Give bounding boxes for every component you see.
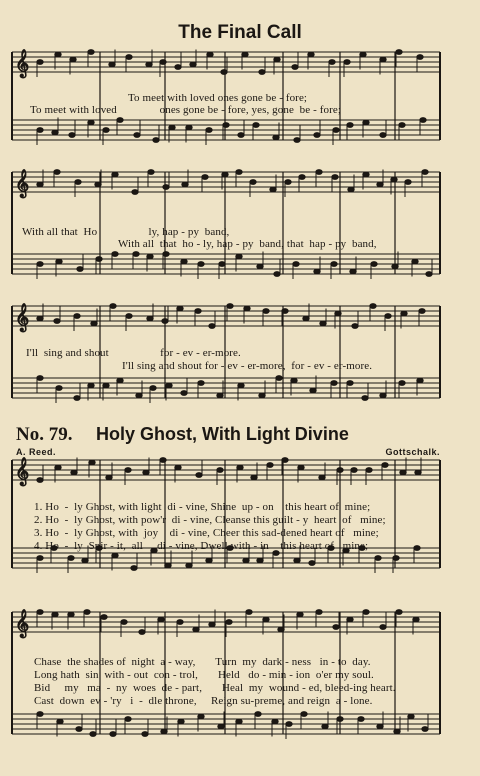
note-head	[206, 558, 212, 563]
note-head	[348, 187, 354, 192]
note-head	[217, 393, 223, 398]
note-head	[382, 463, 388, 468]
note-head	[257, 558, 263, 563]
note-head	[314, 269, 320, 274]
note-head	[242, 52, 248, 57]
note-head	[226, 620, 232, 625]
note-head	[426, 272, 432, 277]
note-head	[391, 177, 397, 182]
note-head	[37, 262, 43, 267]
verse-line: Long hath sin with - out con - trol, Held do - min - ion o'er my soul.	[34, 669, 374, 681]
note-head	[68, 556, 74, 561]
note-head	[125, 717, 131, 722]
note-head	[143, 470, 149, 475]
note-head	[90, 732, 96, 737]
verse-line: 2. Ho - ly Ghost, with pow'r di - vine, Cleanse this guilt - y heart of mine;	[34, 514, 386, 526]
note-head	[160, 458, 166, 463]
note-head	[417, 55, 423, 60]
note-head	[54, 170, 60, 175]
note-head	[52, 612, 58, 617]
lyric-line: With all that ho - ly, hap - py band, that hap - py band,	[118, 238, 377, 250]
treble-clef: 𝄞	[15, 609, 30, 637]
note-head	[297, 612, 303, 617]
verse-line: 3. Ho - ly Ghost, with joy di - vine, Cheer this sad-dened heart of mine;	[34, 527, 379, 539]
note-head	[55, 52, 61, 57]
note-head	[401, 311, 407, 316]
note-head	[259, 70, 265, 75]
note-head	[54, 319, 60, 324]
note-head	[110, 732, 116, 737]
note-head	[396, 50, 402, 55]
note-head	[331, 262, 337, 267]
note-head	[263, 617, 269, 622]
note-head	[133, 252, 139, 257]
note-head	[285, 180, 291, 185]
note-head	[237, 465, 243, 470]
note-head	[375, 556, 381, 561]
lyric-line: With all that Ho ly, hap - py band,	[22, 226, 230, 238]
note-head	[112, 172, 118, 177]
note-head	[282, 309, 288, 314]
verse-line: Cast down ev - 'ry i - dle throne, Reign su-preme, and reign a - lone.	[34, 695, 373, 707]
note-head	[74, 314, 80, 319]
note-head	[110, 304, 116, 309]
note-head	[332, 175, 338, 180]
note-head	[274, 272, 280, 277]
note-head	[195, 309, 201, 314]
note-head	[316, 610, 322, 615]
note-head	[96, 257, 102, 262]
note-head	[394, 729, 400, 734]
note-head	[273, 135, 279, 140]
note-head	[37, 610, 43, 615]
note-head	[117, 118, 123, 123]
note-head	[209, 622, 215, 627]
note-head	[37, 128, 43, 133]
note-head	[251, 475, 257, 480]
note-head	[126, 55, 132, 60]
note-head	[37, 376, 43, 381]
note-head	[186, 563, 192, 568]
note-head	[177, 620, 183, 625]
note-head	[400, 470, 406, 475]
note-head	[161, 729, 167, 734]
note-head	[301, 712, 307, 717]
note-head	[259, 393, 265, 398]
note-head	[227, 304, 233, 309]
note-head	[293, 262, 299, 267]
note-head	[117, 378, 123, 383]
note-head	[37, 712, 43, 717]
note-head	[181, 259, 187, 264]
note-head	[88, 120, 94, 125]
note-head	[243, 558, 249, 563]
note-head	[309, 561, 315, 566]
note-head	[392, 264, 398, 269]
note-head	[178, 719, 184, 724]
note-head	[68, 612, 74, 617]
note-head	[319, 475, 325, 480]
note-head	[147, 316, 153, 321]
note-head	[91, 321, 97, 326]
note-head	[82, 558, 88, 563]
note-head	[422, 727, 428, 732]
note-head	[255, 712, 261, 717]
note-head	[274, 57, 280, 62]
note-head	[350, 269, 356, 274]
note-head	[294, 138, 300, 143]
note-head	[322, 724, 328, 729]
note-head	[352, 324, 358, 329]
note-head	[291, 378, 297, 383]
note-head	[278, 627, 284, 632]
note-head	[335, 311, 341, 316]
note-head	[393, 556, 399, 561]
note-head	[71, 470, 77, 475]
note-head	[77, 267, 83, 272]
note-head	[257, 264, 263, 269]
note-head	[377, 182, 383, 187]
note-head	[276, 376, 282, 381]
verse-line: 1. Ho - ly Ghost, with light di - vine, Shine up - on this heart of mine;	[34, 501, 371, 513]
lyric-line: To meet with loved ones gone be - fore, yes, gone be - fore;	[30, 104, 341, 116]
note-head	[37, 556, 43, 561]
note-head	[420, 118, 426, 123]
note-head	[417, 378, 423, 383]
lyric-line: I'll sing and shout for - ev - er-more, for - ev - er-more.	[122, 360, 373, 372]
note-head	[52, 130, 58, 135]
note-head	[121, 620, 127, 625]
note-head	[371, 262, 377, 267]
note-head	[363, 610, 369, 615]
note-head	[165, 563, 171, 568]
note-head	[292, 65, 298, 70]
note-head	[222, 172, 228, 177]
note-head	[267, 463, 273, 468]
treble-clef: 𝄞	[15, 303, 30, 331]
note-head	[160, 60, 166, 65]
note-head	[132, 190, 138, 195]
note-head	[310, 388, 316, 393]
note-head	[408, 714, 414, 719]
verse-line: 4. Ho - ly Spir - it, all di - vine, Dwell with - in this heart of mine;	[34, 540, 369, 552]
note-head	[76, 727, 82, 732]
note-head	[106, 475, 112, 480]
note-head	[396, 610, 402, 615]
note-head	[148, 170, 154, 175]
hymn-title-holy-ghost: Holy Ghost, With Light Divine	[96, 424, 349, 444]
note-head	[136, 393, 142, 398]
note-head	[358, 717, 364, 722]
note-head	[253, 123, 259, 128]
note-head	[351, 468, 357, 473]
note-head	[186, 125, 192, 130]
note-head	[75, 180, 81, 185]
note-head	[236, 254, 242, 259]
note-head	[344, 60, 350, 65]
treble-clef: 𝄞	[15, 169, 30, 197]
note-head	[223, 123, 229, 128]
note-head	[263, 309, 269, 314]
note-head	[56, 259, 62, 264]
note-head	[250, 180, 256, 185]
note-head	[282, 458, 288, 463]
hymn-title-final-call: The Final Call	[178, 22, 302, 43]
note-head	[202, 175, 208, 180]
words-credit: A. Reed.	[16, 447, 57, 457]
note-head	[56, 386, 62, 391]
note-head	[238, 133, 244, 138]
note-head	[385, 314, 391, 319]
note-head	[380, 133, 386, 138]
note-head	[363, 172, 369, 177]
note-head	[57, 719, 63, 724]
note-head	[236, 719, 242, 724]
note-head	[69, 133, 75, 138]
note-head	[399, 381, 405, 386]
note-head	[314, 133, 320, 138]
note-head	[134, 133, 140, 138]
note-head	[329, 60, 335, 65]
note-head	[103, 128, 109, 133]
note-head	[112, 252, 118, 257]
note-head	[272, 719, 278, 724]
note-head	[362, 396, 368, 401]
note-head	[70, 57, 76, 62]
hymn-number: No. 79.	[16, 424, 73, 445]
lyric-line: I'll sing and shout for - ev - er-more.	[26, 347, 241, 359]
note-head	[153, 138, 159, 143]
note-head	[363, 120, 369, 125]
note-head	[221, 70, 227, 75]
note-head	[217, 468, 223, 473]
note-head	[414, 546, 420, 551]
note-head	[198, 381, 204, 386]
note-head	[198, 262, 204, 267]
note-head	[139, 630, 145, 635]
note-head	[303, 316, 309, 321]
note-head	[298, 465, 304, 470]
note-head	[377, 724, 383, 729]
note-head	[320, 321, 326, 326]
note-head	[175, 465, 181, 470]
note-head	[142, 732, 148, 737]
note-head	[84, 610, 90, 615]
note-head	[218, 724, 224, 729]
note-head	[370, 304, 376, 309]
note-head	[131, 566, 137, 571]
treble-clef: 𝄞	[15, 457, 30, 485]
note-head	[74, 396, 80, 401]
note-head	[88, 50, 94, 55]
note-head	[37, 60, 43, 65]
note-head	[316, 170, 322, 175]
note-head	[413, 617, 419, 622]
note-head	[360, 52, 366, 57]
note-head	[419, 309, 425, 314]
note-head	[308, 52, 314, 57]
note-head	[244, 306, 250, 311]
note-head	[206, 128, 212, 133]
note-head	[380, 625, 386, 630]
note-head	[150, 386, 156, 391]
note-head	[88, 383, 94, 388]
music-credit: Gottschalk.	[385, 447, 440, 457]
note-head	[337, 468, 343, 473]
note-head	[109, 62, 115, 67]
note-head	[163, 252, 169, 257]
verse-line: Bid my ma - ny woes de - part, Heal my wound - ed, bleed-ing heart.	[34, 682, 396, 694]
note-head	[209, 324, 215, 329]
note-head	[112, 553, 118, 558]
note-head	[415, 470, 421, 475]
note-head	[236, 170, 242, 175]
note-head	[347, 381, 353, 386]
note-head	[238, 383, 244, 388]
treble-clef: 𝄞	[15, 49, 30, 77]
note-head	[169, 125, 175, 130]
note-head	[95, 182, 101, 187]
note-head	[37, 316, 43, 321]
note-head	[37, 182, 43, 187]
note-head	[177, 306, 183, 311]
note-head	[380, 393, 386, 398]
note-head	[333, 128, 339, 133]
note-head	[399, 123, 405, 128]
note-head	[101, 615, 107, 620]
note-head	[193, 627, 199, 632]
note-head	[190, 62, 196, 67]
note-head	[366, 468, 372, 473]
note-head	[270, 187, 276, 192]
note-head	[103, 383, 109, 388]
note-head	[163, 185, 169, 190]
note-head	[37, 478, 43, 483]
note-head	[412, 259, 418, 264]
note-head	[147, 254, 153, 259]
note-head	[405, 180, 411, 185]
lyric-line: To meet with loved ones gone be - fore;	[128, 92, 308, 104]
note-head	[246, 610, 252, 615]
note-head	[196, 473, 202, 478]
note-head	[299, 175, 305, 180]
note-head	[55, 465, 61, 470]
verse-line: Chase the shades of night a - way, Turn my dark - ness in - to day.	[34, 656, 371, 668]
note-head	[331, 381, 337, 386]
note-head	[207, 52, 213, 57]
note-head	[182, 182, 188, 187]
note-head	[162, 319, 168, 324]
note-head	[146, 62, 152, 67]
note-head	[158, 617, 164, 622]
note-head	[347, 123, 353, 128]
note-head	[380, 57, 386, 62]
note-head	[89, 460, 95, 465]
note-head	[219, 262, 225, 267]
note-head	[126, 314, 132, 319]
note-head	[198, 714, 204, 719]
note-head	[333, 625, 339, 630]
note-head	[286, 722, 292, 727]
note-head	[125, 468, 131, 473]
note-head	[422, 170, 428, 175]
note-head	[175, 65, 181, 70]
note-head	[166, 383, 172, 388]
note-head	[294, 558, 300, 563]
note-head	[181, 391, 187, 396]
note-head	[347, 617, 353, 622]
note-head	[337, 717, 343, 722]
